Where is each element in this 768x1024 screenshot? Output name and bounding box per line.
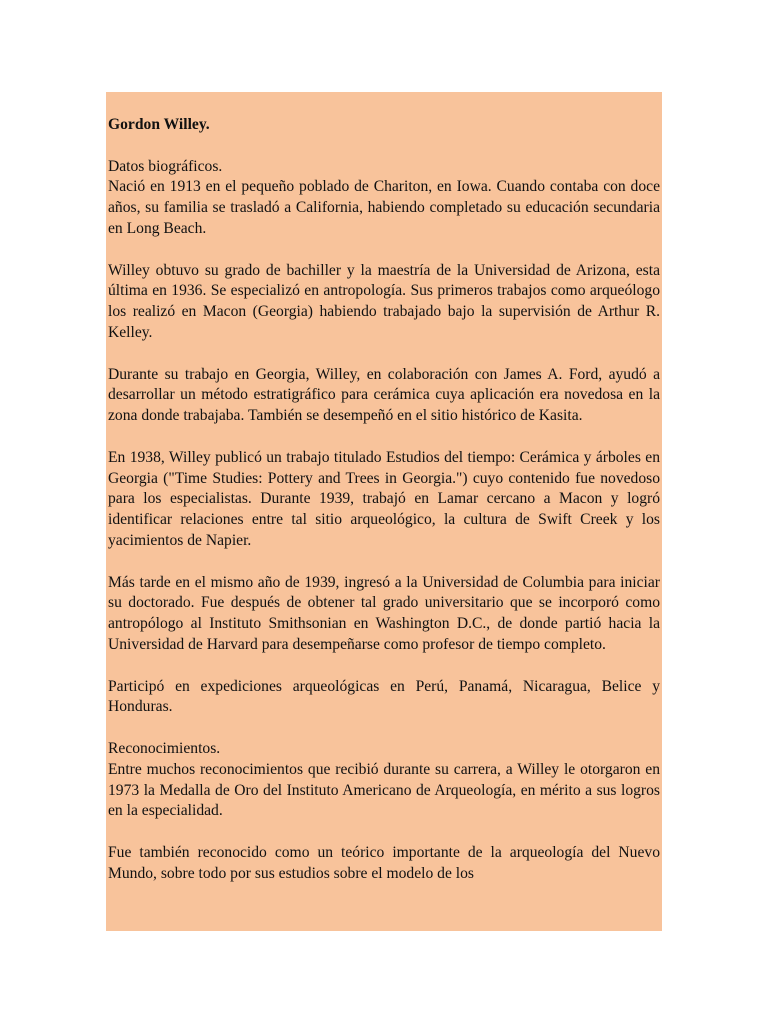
paragraph: Fue también reconocido como un teórico importante de la arqueología del Nuevo Mundo, sobre todo por sus estudios sobre el modelo de los	[108, 843, 660, 882]
paragraph: Participó en expediciones arqueológicas en Perú, Panamá, Nicaragua, Belice y Honduras.	[108, 677, 660, 716]
paragraph: Willey obtuvo su grado de bachiller y la maestría de la Universidad de Arizona, esta última en 1936. Se especializó en antropología. Sus primeros trabajos como arqueólogo los realizó en Macon (Georgia) habiendo trabajado bajo la supervisión de Arthur R. Kelley.	[108, 261, 660, 341]
paragraph: Nació en 1913 en el pequeño poblado de Chariton, en Iowa. Cuando contaba con doce años, su familia se trasladó a California, habiendo completado su educación secundaria en Long Beach.	[108, 178, 660, 237]
document-body	[108, 115, 660, 884]
document-title: Gordon Willey.	[108, 116, 210, 133]
paragraph: Más tarde en el mismo año de 1939, ingresó a la Universidad de Columbia para iniciar su doctorado. Fue después de obtener tal grado universitario que se incorporó como antropólogo al Instituto Smithsonian en Washington D.C., de donde partió hacia la Universidad de Harvard para desempeñarse como profesor de tiempo completo.	[108, 573, 660, 653]
section-heading-biography: Datos biográficos.	[108, 157, 223, 175]
paragraph: Durante su trabajo en Georgia, Willey, en colaboración con James A. Ford, ayudó a desarrollar un método estratigráfico para cerámica cuya aplicación era novedosa en la zona donde trabajaba. También se desempeñó en el sitio histórico de Kasita.	[108, 365, 660, 425]
document-page	[106, 92, 662, 931]
section-heading-recognitions: Reconocimientos.	[108, 739, 221, 757]
paragraph: En 1938, Willey publicó un trabajo titulado Estudios del tiempo: Cerámica y árboles en Georgia ("Time Studies: Pottery and Trees in Georgia.") cuyo contenido fue novedoso para los especialistas. Durante 1939, trabajó en Lamar cercano a Macon y logró identificar relaciones entre tal sitio arqueológico, la cultura de Swift Creek y los yacimientos de Napier.	[108, 448, 660, 549]
paragraph: Entre muchos reconocimientos que recibió durante su carrera, a Willey le otorgaron en 1973 la Medalla de Oro del Instituto Americano de Arqueología, en mérito a sus logros en la especialidad.	[108, 760, 660, 820]
